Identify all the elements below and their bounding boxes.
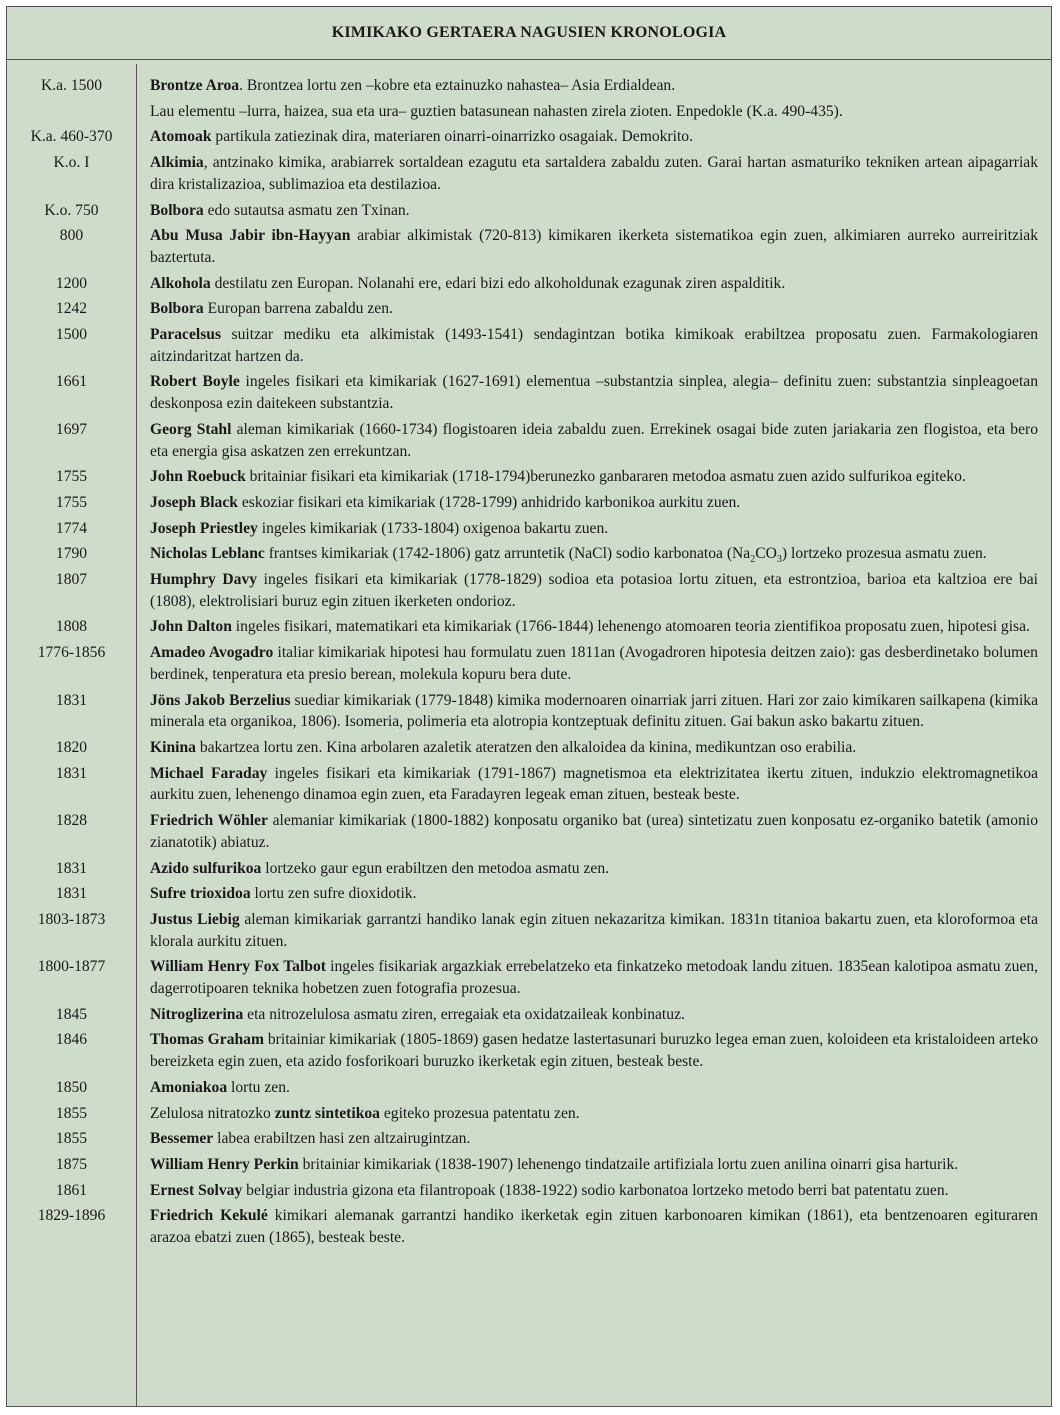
row-subject: Jöns Jakob Berzelius (150, 691, 291, 709)
row-subscript: 3 (776, 554, 782, 566)
row-text: Lau elementu –lurra, haizea, sua eta ura– guztien batasunean nahasten zirela zioten. Enpedokle (K.a. 490-435). (150, 102, 843, 120)
table-body (7, 60, 1051, 1407)
row-date: 800 (59, 227, 84, 245)
row-subject: Nicholas Leblanc (150, 545, 265, 563)
row-subject: zuntz sintetikoa (274, 1104, 380, 1122)
row-subject: Thomas Graham (150, 1031, 264, 1049)
table-rows (7, 60, 1051, 1249)
row-subject: Atomoak (150, 128, 212, 146)
row-text: aleman kimikariak (1660-1734) flogistoaren ideia zabaldu zuen. Errekinek osagai bide zuten jariakaria zen flogistoa, eta bero eta energia gisa askatzen zen errekuntzan. (150, 420, 1038, 460)
row-subject: Joseph Priestley (150, 519, 258, 537)
row-date: 1828 (55, 812, 88, 830)
row-text: destilatu zen Europan. Nolanahi ere, edari bizi edo alkoholdunak ezagunak ziren aspalditik. (210, 274, 786, 292)
row-description (150, 569, 1038, 612)
row-date: 1850 (55, 1078, 88, 1096)
row-subject: William Henry Perkin (150, 1155, 299, 1173)
table-row (7, 1128, 1051, 1150)
table-title: KIMIKAKO GERTAERA NAGUSIEN KRONOLOGIA (7, 7, 1051, 60)
row-description (150, 1180, 1038, 1202)
row-subject: Joseph Black (150, 493, 238, 511)
row-subject: Sufre trioxidoa (150, 885, 251, 903)
row-text: suitzar mediku eta alkimistak (1493-1541) sendagintzan botika kimikoak erabiltzea proposatu zuen. Farmakologiaren aitzindaritzat hartzen da. (150, 326, 1038, 365)
row-date: 1755 (55, 493, 88, 511)
row-text: britainiar kimikariak (1805-1869) gasen hedatze lastertasunari buruzko legea eman zuen, koloideen eta kristaloideen arteko bereizketa egin zuen, eta azido fosforikoari buruzko ikerketak egin zituen, besteak beste. (150, 1031, 1038, 1071)
table-row (7, 1154, 1051, 1176)
row-date: 1855 (55, 1104, 88, 1122)
row-subject: Kinina (150, 738, 196, 756)
row-date: 1774 (55, 519, 88, 537)
table-row (7, 909, 1051, 952)
row-text: , antzinako kimika, arabiarrek sortaldean ezagutu eta sartaldera zabaldu zuten. Garai hartan asmaturiko tekniken artean aipagarriak dira kristalizazioa, sublimazioa eta destilazioa. (150, 154, 1038, 193)
row-text: egiteko prozesua patentatu zen. (379, 1104, 580, 1122)
row-description (150, 324, 1038, 367)
chronology-table (6, 6, 1052, 1407)
row-description (150, 152, 1038, 195)
row-date: 1790 (55, 545, 88, 563)
row-text: lortu zen sufre dioxidotik. (250, 885, 417, 903)
table-row (7, 1103, 1051, 1125)
row-description (150, 883, 1038, 905)
row-date: K.o. I (53, 154, 90, 172)
row-description (150, 642, 1038, 685)
row-date: 1846 (55, 1031, 88, 1049)
row-date: 1831 (55, 764, 88, 782)
row-subject: Alkimia (150, 154, 204, 172)
row-description (150, 126, 1038, 148)
row-subject: Robert Boyle (150, 373, 240, 391)
row-text: arabiar alkimistak (720-813) kimikaren ikerketa sistematikoa egin zuen, alkimiaren aurreko aurreiritziak baztertuta. (150, 227, 1038, 266)
row-text: aleman kimikariak garrantzi handiko lanak egin zituen nekazaritza kimikan. 1831n titanioa bakartu zuen, eta kloroformoa eta klorala aurkitu zituen. (150, 910, 1039, 950)
row-description (150, 1128, 1038, 1150)
table-row (7, 737, 1051, 759)
row-text: suediar kimikariak (1779-1848) kimika modernoaren oinarriak jarri zituen. Hari zor zaio kimikaren sailkapena (kimika minerala eta organikoa, 1806). Isomeria, polimeria eta alotropia kontzeptuak definitu zituen. Gai bakun asko bakartu zituen. (150, 691, 1038, 731)
row-description (150, 1004, 1038, 1026)
table-row (7, 883, 1051, 905)
row-description (150, 1154, 1038, 1176)
row-subject: Bolbora (150, 201, 204, 219)
table-row (7, 419, 1051, 462)
row-text: eskoziar fisikari eta kimikariak (1728-1799) anhidrido karbonikoa aurkitu zuen. (237, 493, 741, 511)
row-date: K.a. 1500 (40, 77, 103, 94)
table-row (7, 1205, 1051, 1248)
row-text: italiar kimikariak hipotesi hau formulatu zuen 1811an (Avogadroren hipotesia deitzen zaio): gas desberdinetako bolumen berdinek, tenperatura eta presio berean, molekula kopuru bera dute. (150, 644, 1038, 683)
row-text: alemaniar kimikariak (1800-1882) konposatu organiko bat (urea) sintetizatu zuen konposatu ez-organiko batetik (amonio zianatotik) abiatuz. (150, 812, 1039, 851)
row-text: britainiar kimikariak (1838-1907) lehenengo tindatzaile artifiziala lortu zuen anilina oinarri gisa harturik. (298, 1155, 959, 1173)
row-date: K.a. 460-370 (30, 128, 113, 146)
row-description (150, 543, 1038, 565)
row-date: 1800-1877 (37, 958, 106, 976)
row-date: 1875 (55, 1155, 88, 1173)
table-row (7, 225, 1051, 268)
row-subject: Abu Musa Jabir ibn-Hayyan (150, 227, 351, 245)
row-subject: Paracelsus (150, 326, 222, 344)
row-date: 1500 (55, 326, 88, 344)
row-text: ) lortzeko prozesua asmatu zuen. (781, 545, 987, 563)
row-text: . Brontzea lortu zen –kobre eta eztainuzko nahastea– Asia Erdialdean. (239, 77, 676, 94)
table-row (7, 101, 1051, 123)
row-description (150, 273, 1038, 295)
row-text: ingeles fisikari eta kimikariak (1627-1691) elementua –substantzia sinplea, alegia– definitu zuen: substantzia sinpleagoetan deskonposa ezin daitekeen substantzia. (150, 373, 1038, 413)
table-row (7, 810, 1051, 853)
row-subject: John Dalton (150, 618, 232, 636)
row-date: 1861 (55, 1181, 88, 1199)
table-row (7, 690, 1051, 733)
table-row (7, 858, 1051, 880)
table-row (7, 1004, 1051, 1026)
row-subject: Bolbora (150, 300, 204, 318)
row-text: partikula zatiezinak dira, materiaren oinarri-oinarrizko osagaiak. Demokrito. (211, 128, 693, 146)
row-date: 1855 (55, 1130, 88, 1148)
table-row (7, 569, 1051, 612)
row-text: eta nitrozelulosa asmatu ziren, erregaiak eta oxidatzaileak konbinatuz. (243, 1005, 685, 1023)
row-description (150, 690, 1038, 733)
table-row (7, 466, 1051, 488)
row-date: 1845 (55, 1005, 88, 1023)
row-date: 1831 (55, 885, 88, 903)
table-row (7, 324, 1051, 367)
row-text: ingeles fisikariak argazkiak errebelatzeko eta finkatzeko metodoak landu zituen. 1835ean kalotipoa asmatu zuen, dagerrotipoaren teknika hobetzen zuen fotografia prozesua. (150, 958, 1038, 998)
row-text: ingeles kimikariak (1733-1804) oxigenoa bakartu zuen. (257, 519, 609, 537)
row-subject: Azido sulfurikoa (150, 859, 262, 877)
row-description (150, 1205, 1038, 1248)
table-row (7, 492, 1051, 514)
row-description (150, 101, 1038, 123)
row-subject: Michael Faraday (150, 764, 268, 782)
row-description (150, 466, 1038, 488)
row-date: 1242 (55, 300, 88, 318)
table-row (7, 126, 1051, 148)
table-row (7, 543, 1051, 565)
row-date: 1820 (55, 738, 88, 756)
row-subject: Friedrich Wöhler (150, 812, 268, 830)
table-row (7, 642, 1051, 685)
row-description (150, 492, 1038, 514)
row-description (150, 737, 1038, 759)
row-description (150, 225, 1038, 268)
row-text: kimikari alemanak garrantzi handiko ikerketak egin zituen karbonoaren kimikan (1861), eta bentzenoaren egituraren arazoa ebatzi zuen (1865), besteak beste. (150, 1207, 1038, 1247)
table-row (7, 273, 1051, 295)
row-description (150, 75, 1038, 97)
row-subject: Nitroglizerina (150, 1005, 244, 1023)
row-subject: Amoniakoa (150, 1078, 228, 1096)
table-row (7, 371, 1051, 414)
row-subject: Friedrich Kekulé (150, 1207, 268, 1225)
row-subject: Justus Liebig (150, 910, 240, 928)
row-text: lortzeko gaur egun erabiltzen den metodoa asmatu zen. (261, 859, 610, 877)
table-row (7, 616, 1051, 638)
row-date: K.o. 750 (44, 201, 99, 219)
row-text: ingeles fisikari eta kimikariak (1778-1829) sodioa eta potasioa lortu zituen, eta estrontzioa, barioa eta kaltzioa ere bai (1808), elektrolisiari buruz egin zituen ikerketen ondorioz. (150, 571, 1039, 610)
row-date: 1755 (55, 468, 88, 486)
row-description (150, 1029, 1038, 1072)
row-subject: Brontze Aroa (150, 77, 240, 94)
row-description (150, 956, 1038, 999)
row-text: lortu zen. (227, 1078, 290, 1096)
table-row (7, 1029, 1051, 1072)
row-text: frantses kimikariak (1742-1806) gatz arruntetik (NaCl) sodio karbonatoa (Na (264, 545, 751, 563)
row-date: 1776-1856 (37, 644, 106, 662)
table-row (7, 1180, 1051, 1202)
row-text: CO (755, 545, 777, 563)
row-description (150, 371, 1038, 414)
row-description (150, 419, 1038, 462)
row-text: labea erabiltzen hasi zen altzairugintzan. (213, 1130, 471, 1148)
table-row (7, 75, 1051, 97)
row-description (150, 810, 1038, 853)
row-description (150, 616, 1038, 638)
row-text: britainiar fisikari eta kimikariak (1718-1794)berunezko ganbararen metodoa asmatu zuen azido sulfurikoa egiteko. (245, 468, 966, 486)
row-text-prefix: Zelulosa nitratozko (150, 1104, 275, 1122)
row-date: 1803-1873 (37, 910, 106, 928)
row-description (150, 200, 1038, 222)
row-subject: Ernest Solvay (150, 1181, 243, 1199)
table-row (7, 298, 1051, 320)
row-description (150, 858, 1038, 880)
row-date: 1661 (55, 373, 88, 391)
row-date: 1697 (55, 420, 88, 438)
row-subject: Georg Stahl (150, 420, 232, 438)
row-description (150, 1103, 1038, 1125)
row-subject: Humphry Davy (150, 571, 258, 589)
row-subscript: 2 (750, 554, 756, 566)
row-text: Europan barrena zabaldu zen. (203, 300, 393, 318)
row-date: 1829-1896 (37, 1207, 106, 1225)
table-row (7, 763, 1051, 806)
row-description (150, 763, 1038, 806)
row-text: edo sutautsa asmatu zen Txinan. (203, 201, 410, 219)
row-description (150, 518, 1038, 540)
table-row (7, 1077, 1051, 1099)
row-date: 1808 (55, 618, 88, 636)
row-subject: Bessemer (150, 1130, 214, 1148)
row-text: ingeles fisikari eta kimikariak (1791-1867) magnetismoa eta elektrizitatea ikertu zituen, indukzio elektromagnetikoa aurkitu zuen, lehenengo dinamoa egin zuen, eta Faradayren legeak eman zituen, besteak beste. (150, 764, 1038, 804)
table-row (7, 152, 1051, 195)
row-subject: John Roebuck (150, 468, 246, 486)
row-subject: Amadeo Avogadro (150, 644, 274, 662)
row-date: 1807 (55, 571, 88, 589)
row-description (150, 1077, 1038, 1099)
row-date: 1200 (55, 274, 88, 292)
row-subject: William Henry Fox Talbot (150, 958, 326, 976)
row-text: belgiar industria gizona eta filantropoak (1838-1922) sodio karbonatoa lortzeko metodo berri bat patentatu zuen. (242, 1181, 949, 1199)
row-description (150, 298, 1038, 320)
table-row (7, 956, 1051, 999)
row-date (7, 101, 136, 123)
row-description (150, 909, 1038, 952)
row-date: 1831 (55, 691, 88, 709)
row-text: ingeles fisikari, matematikari eta kimikariak (1766-1844) lehenengo atomoaren teoria zientifikoa proposatu zuen, hipotesi gisa. (231, 618, 1030, 636)
row-text: bakartzea lortu zen. Kina arbolaren azaletik ateratzen den alkaloidea da kinina, medikuntzan oso erabilia. (195, 738, 857, 756)
row-date: 1831 (55, 859, 88, 877)
table-row (7, 518, 1051, 540)
column-divider (136, 64, 137, 1407)
table-row (7, 200, 1051, 222)
row-subject: Alkohola (150, 274, 211, 292)
